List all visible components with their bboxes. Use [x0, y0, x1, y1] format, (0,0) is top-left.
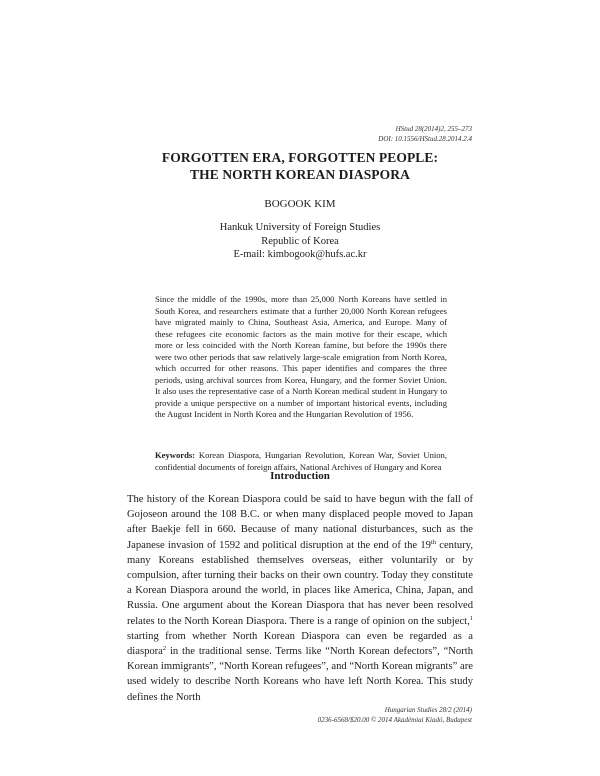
footnote-ref-1[interactable]: 1: [469, 614, 473, 622]
abstract: Since the middle of the 1990s, more than 25,000 North Koreans have settled in South Korea, and researchers estimate that a further 20,000 North Korean refugees have migrated mainly to China, Southeast Asia, America, and Europe. Many of these refugees cite economic factors as the main motive for their escape, which more or less coincided with the North Korean famine, but before the 1990s there were two other periods that saw relatively large-scale emigration from North Korea, which occurred for other reasons. This paper identifies and compares the three periods, using archival sources from Korea, Hungary, and the former Soviet Union. It also uses the representative case of a North Korean medical student in Hungary to provide a unique perspective on a number of important historical events, including the August Incident in North Korea and the Hungarian Revolution of 1956.: [155, 294, 447, 419]
footnote-ref-2[interactable]: 2: [162, 645, 167, 653]
footer-journal: Hungarian Studies 28/2 (2014): [384, 706, 472, 714]
article-title: [0, 149, 600, 183]
author-affiliation: [0, 221, 600, 262]
title-line-2: THE NORTH KOREAN DIASPORA: [190, 167, 410, 182]
paragraph-text-1: The history of the Korean Diaspora could be said to have begun with the fall of Gojoseon around the 108 B.C. or when many displaced people moved to Japan after Baekje fell in 660. Because of many national disturbances, such as the Japanese invasion of 1592 and political disruption at the end of the 19: [127, 494, 473, 551]
ordinal-superscript: th: [430, 538, 437, 546]
author-email: E-mail: kimbogook@hufs.ac.kr: [233, 249, 367, 260]
footer-issn: 0236-6568/$20.00 © 2014 Akadémiai Kiadó, Budapest: [317, 715, 472, 724]
introduction-paragraph: [127, 492, 473, 705]
doi-line: DOI: 10.1556/HStud.28.2014.2.4: [378, 135, 472, 143]
paragraph-text-3: starting from whether North Korean Diaspora can even be regarded as a diaspora: [127, 630, 473, 658]
paragraph-text-2: century, many Koreans established themselves overseas, either voluntarily or by compulsion, after turning their backs on their own country. Today they constitute a Korean Diaspora around the world, in places like America, China, Japan, and Russia. One argument about the Korean Diaspora that has never been resolved relates to the North Korean Diaspora. There is a range of opinion on the subject,: [127, 539, 474, 627]
paragraph-text-4: in the traditional sense. Terms like “North Korean defectors”, “North Korean immigrants”, “North Korean refugees”, and “North Korean migrants” are used widely to describe North Koreans who have left North Korea. This study defines the North: [127, 646, 473, 703]
author-name: BOGOOK KIM: [264, 198, 336, 210]
keywords-list: Korean Diaspora, Hungarian Revolution, Korean War, Soviet Union, confidential documents of foreign affairs, National Archives of Hungary and Korea: [155, 450, 447, 472]
page-footer: [318, 706, 472, 725]
section-heading-introduction: Introduction: [270, 470, 330, 482]
journal-reference: [378, 124, 472, 144]
keywords-label: Keywords:: [155, 450, 196, 460]
title-line-1: FORGOTTEN ERA, FORGOTTEN PEOPLE:: [161, 150, 439, 165]
affiliation-country: Republic of Korea: [261, 235, 339, 247]
journal-citation: HStud 28(2014)2, 255–273: [395, 125, 472, 133]
affiliation-university: Hankuk University of Foreign Studies: [219, 222, 381, 233]
